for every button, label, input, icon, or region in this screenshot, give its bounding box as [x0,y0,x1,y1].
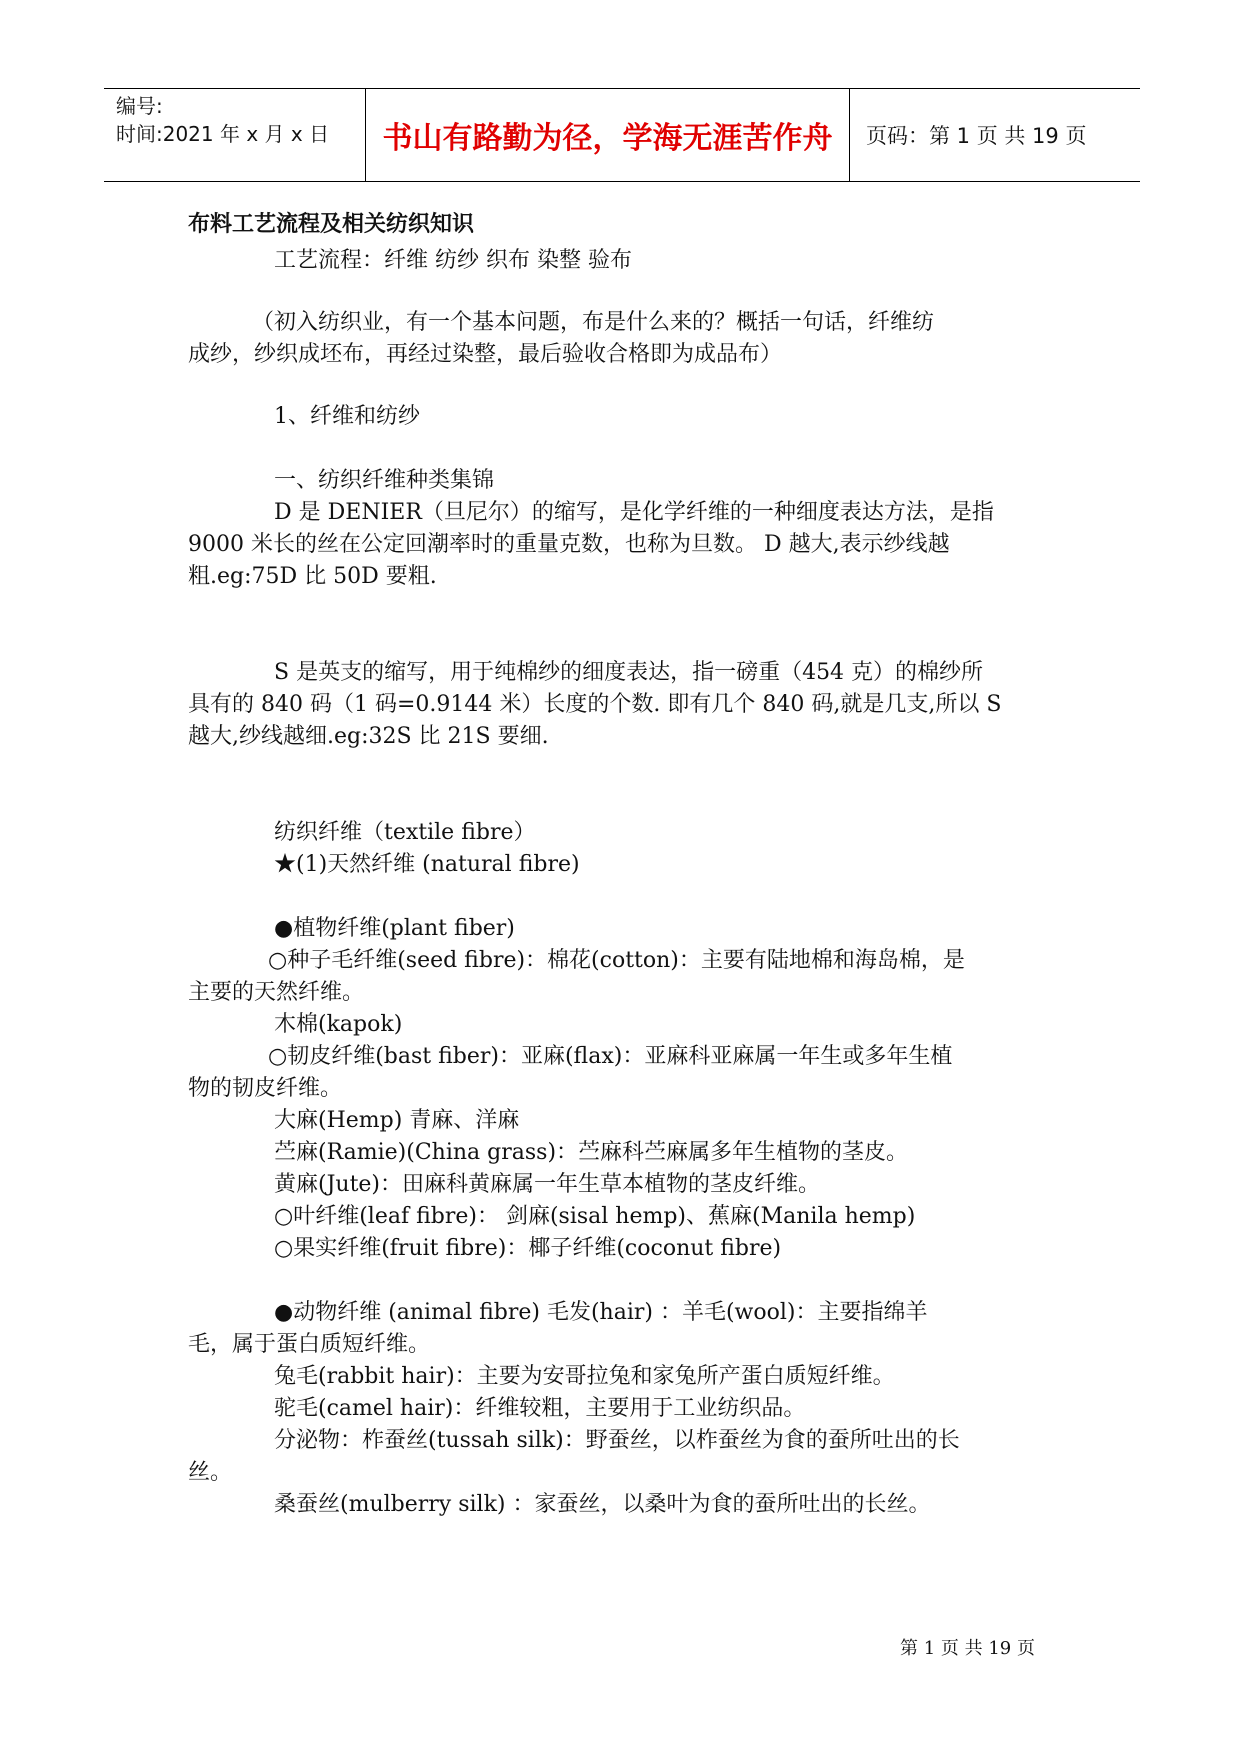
list-item: 纺织纤维（textile fibre） [274,820,536,845]
list-item: 物的韧皮纤维。 [188,1076,343,1101]
header-page-info: 页码：第 1 页 共 19 页 [866,124,1087,148]
document-title: 布料工艺流程及相关纺织知识 [188,212,475,237]
page-footer: 第 1 页 共 19 页 [900,1638,1035,1659]
list-item: 兔毛(rabbit hair)：主要为安哥拉兔和家兔所产蛋白质短纤维。 [274,1364,895,1389]
list-item: 大麻(Hemp) 青麻、洋麻 [274,1108,520,1133]
paragraph-line: S 是英支的缩写，用于纯棉纱的细度表达，指一磅重（454 克）的棉纱所 [274,660,984,685]
list-item: 分泌物：柞蚕丝(tussah silk)：野蚕丝，以柞蚕丝为食的蚕所吐出的长 [274,1428,960,1453]
list-item: 丝。 [188,1460,233,1485]
paragraph-line: D 是 DENIER（旦尼尔）的缩写，是化学纤维的一种细度表达方法，是指 [274,500,994,525]
paragraph-line: 越大,纱线越细.eg:32S 比 21S 要细. [188,724,549,749]
section-heading: 1、纤维和纺纱 [274,404,420,429]
paragraph-line: 粗.eg:75D 比 50D 要粗. [188,564,437,589]
list-item: ○叶纤维(leaf fibre)： 剑麻(sisal hemp)、蕉麻(Manila hemp) [274,1204,916,1229]
list-item: 桑蚕丝(mulberry silk) ：家蚕丝，以桑叶为食的蚕所吐出的长丝。 [274,1492,931,1517]
paragraph-line: 9000 米长的丝在公定回潮率时的重量克数，也称为旦数。 D 越大,表示纱线越 [188,532,950,557]
list-item: ●动物纤维 (animal fibre) 毛发(hair) ：羊毛(wool)：主要指绵羊 [274,1300,928,1325]
header-meta-cell [104,89,366,181]
paragraph-line: （初入纺织业，有一个基本问题，布是什么来的？概括一句话，纤维纺 [252,310,935,335]
list-item: ○韧皮纤维(bast fiber)：亚麻(flax)：亚麻科亚麻属一年生或多年生植 [268,1044,953,1069]
paragraph-line: 具有的 840 码（1 码=0.9144 米）长度的个数. 即有几个 840 码,就是几支,所以 S [188,692,1002,717]
list-item: 毛，属于蛋白质短纤维。 [188,1332,431,1357]
list-item: 主要的天然纤维。 [188,980,365,1005]
list-item: ○种子毛纤维(seed fibre)：棉花(cotton)：主要有陆地棉和海岛棉，是 [268,948,965,973]
page-header [104,88,1140,182]
list-item: 苎麻(Ramie)(China grass)：苎麻科苎麻属多年生植物的茎皮。 [274,1140,909,1165]
paragraph-line: 成纱，纱织成坯布，再经过染整，最后验收合格即为成品布） [188,342,783,367]
list-item: 木棉(kapok) [274,1012,403,1037]
list-item: 驼毛(camel hair)：纤维较粗，主要用于工业纺织品。 [274,1396,806,1421]
list-item: 黄麻(Jute)：田麻科黄麻属一年生草本植物的茎皮纤维。 [274,1172,821,1197]
document-date-label: 时间:2021 年 x 月 x 日 [116,122,330,146]
document-number-label: 编号: [116,94,163,118]
section-heading: 一、纺织纤维种类集锦 [274,468,495,493]
list-item: ★(1)天然纤维 (natural fibre) [274,852,580,877]
list-item: ●植物纤维(plant fiber) [274,916,515,941]
header-motto: 书山有路勤为径，学海无涯苦作舟 [366,89,850,181]
process-line: 工艺流程：纤维 纺纱 织布 染整 验布 [274,248,632,273]
list-item: ○果实纤维(fruit fibre)：椰子纤维(coconut fibre) [274,1236,782,1261]
